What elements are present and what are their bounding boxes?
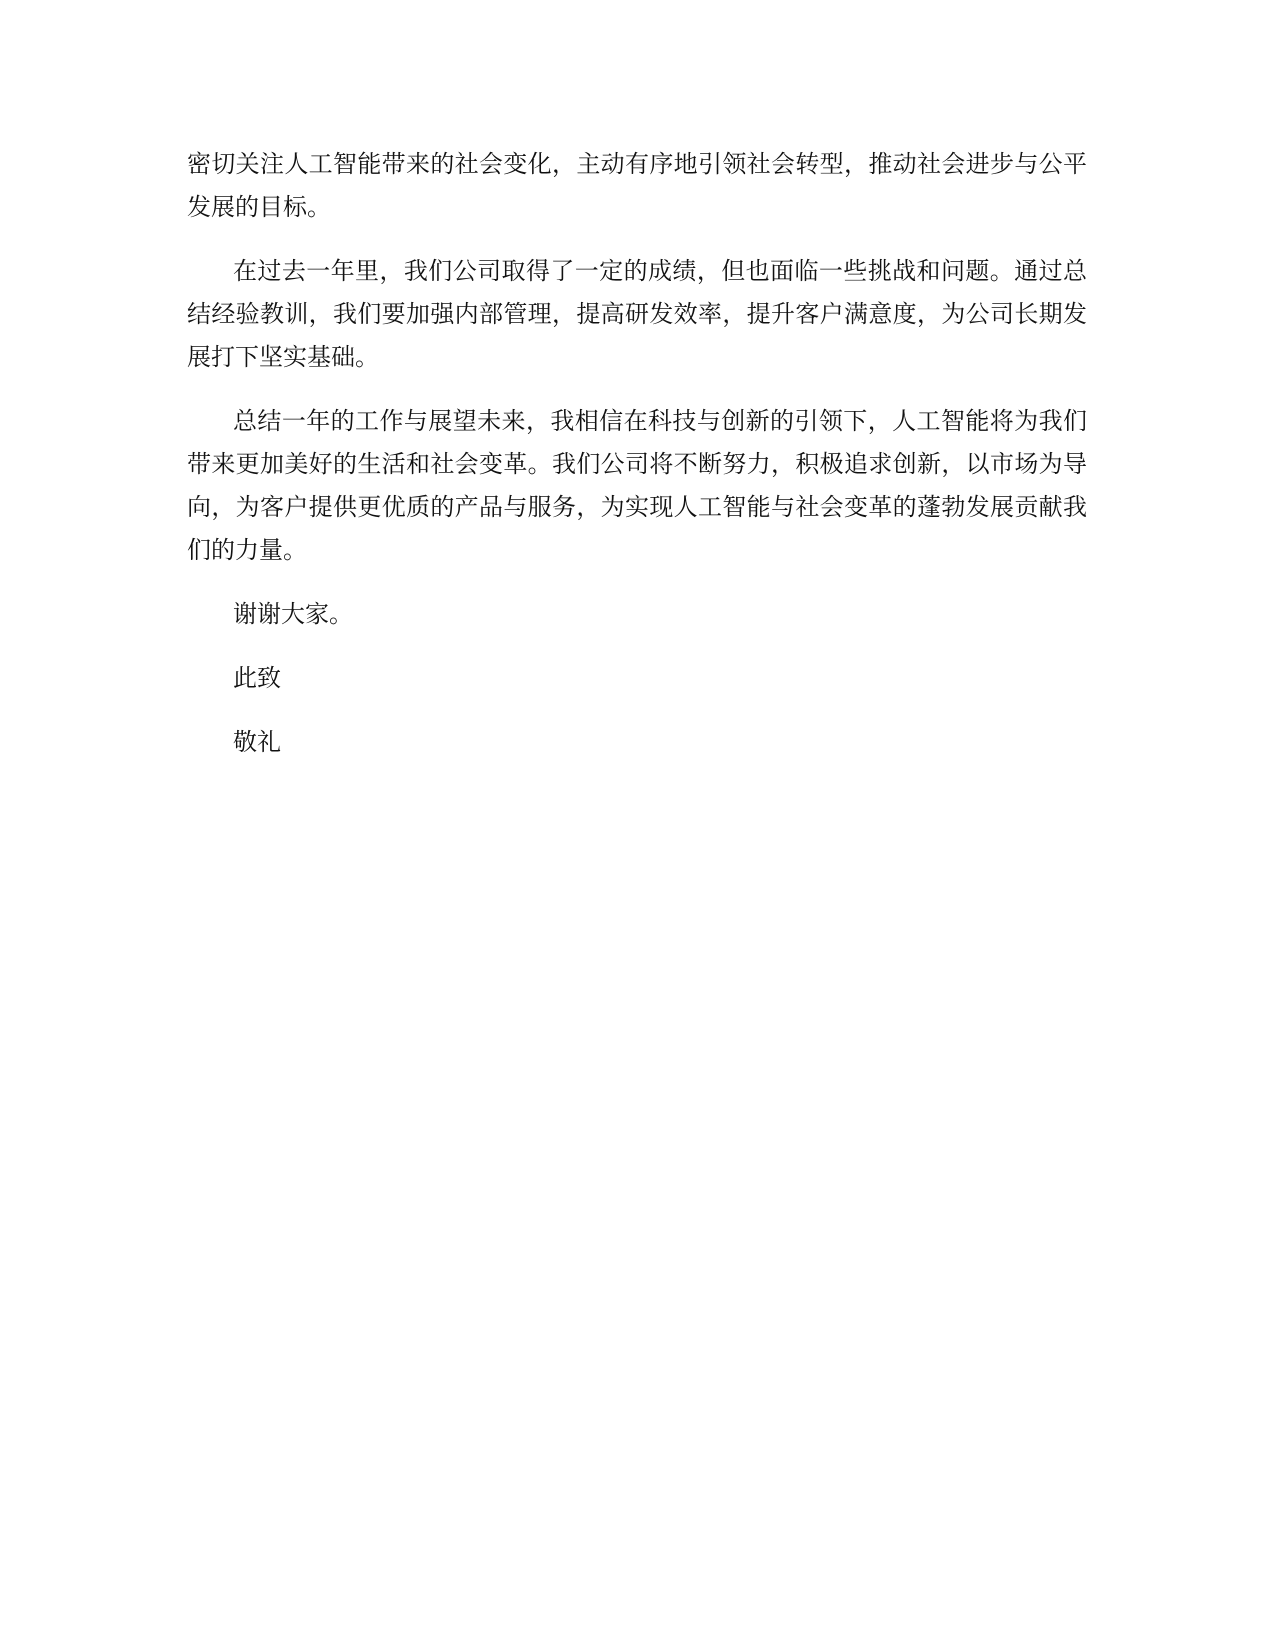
- paragraph-outlook: 总结一年的工作与展望未来，我相信在科技与创新的引领下，人工智能将为我们带来更加美好的生活和社会变革。我们公司将不断努力，积极追求创新，以市场为导向，为客户提供更优质的产品与服务，为实现人工智能与社会变革的蓬勃发展贡献我们的力量。: [187, 407, 1087, 564]
- document-body: [187, 143, 1087, 785]
- paragraph-continuation: 密切关注人工智能带来的社会变化，主动有序地引领社会转型，推动社会进步与公平发展的目标。: [187, 150, 1087, 221]
- closing-regards: 敬礼: [233, 728, 281, 756]
- closing-salutation: 此致: [233, 664, 281, 692]
- paragraph-past-year: 在过去一年里，我们公司取得了一定的成绩，但也面临一些挑战和问题。通过总结经验教训，我们要加强内部管理，提高研发效率，提升客户满意度，为公司长期发展打下坚实基础。: [187, 257, 1087, 371]
- thanks-line: 谢谢大家。: [233, 600, 353, 628]
